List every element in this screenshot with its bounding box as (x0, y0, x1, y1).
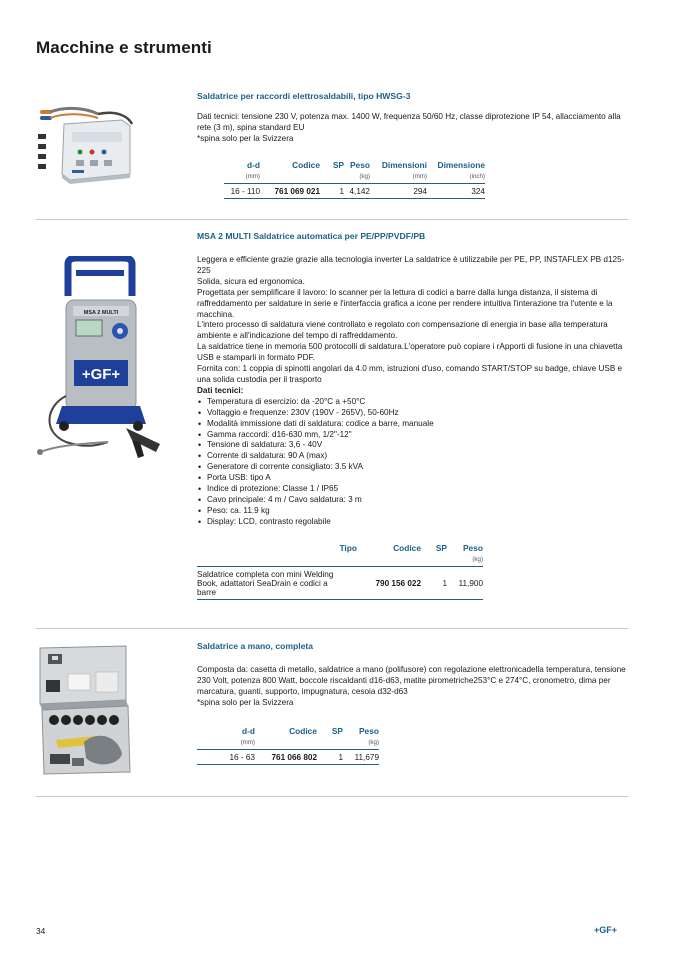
table-cell: 324 (427, 183, 485, 198)
table-row (197, 566, 483, 599)
spec-item: • Cavo principale: 4 m / Cavo saldatura: 3 m (197, 495, 628, 506)
table-cell: 11,900 (447, 566, 483, 599)
handheld-welder-case-image (36, 644, 132, 776)
table-unit (317, 738, 343, 750)
product-description: L'intero processo di saldatura viene controllato e regolato con compensazione di energia in base alla temperatura ambiente e all'indicazione del tempo di raffreddamento. (197, 320, 608, 341)
spec-item: • Display: LCD, contrasto regolabile (197, 517, 628, 528)
table-header: Codice (393, 543, 421, 554)
spec-item: • Tensione di saldatura: 3,6 - 40V (197, 440, 628, 451)
spec-item: • Temperatura di esercizio: da -20°C a +50°C (197, 397, 628, 408)
table-unit: (mm) (370, 172, 427, 184)
spec-item: • Indice di protezione: Classe 1 / IP65 (197, 484, 628, 495)
table-cell: 761 069 021 (260, 183, 320, 198)
table-cell: Saldatrice completa con mini Welding Book, adattatori SeaDrain e codici a barre (197, 566, 357, 599)
table-header: SP (435, 543, 447, 554)
spec-item: • Porta USB: tipo A (197, 473, 628, 484)
table-header: Codice (292, 160, 320, 171)
table-header: Dimensioni (381, 160, 427, 171)
table-header: d-d (241, 726, 255, 737)
table-unit (421, 555, 447, 567)
table-header: d-d (246, 160, 260, 171)
table-header: SP (331, 726, 343, 737)
table-unit: (mm) (197, 738, 255, 750)
spec-item: • Peso: ca. 11.9 kg (197, 506, 628, 517)
product-description: Solida, sicura ed ergonomica. (197, 276, 305, 286)
product-description: Fornita con: 1 coppia di spinotti angolari da 4.0 mm, istruzioni d'uso, comando START/STOP su badge, chiave USB e una solida custodia per il trasporto (197, 364, 623, 384)
table-cell: 294 (370, 183, 427, 198)
spec-item: • Voltaggio e frequenze: 230V (190V - 265V), 50-60Hz (197, 408, 628, 419)
table-cell: 11,679 (343, 749, 379, 764)
product-title: MSA 2 MULTI Saldatrice automatica per PE/PP/PVDF/PB (197, 231, 426, 241)
table-unit: (inch) (427, 172, 485, 184)
table-cell: 761 066 802 (255, 749, 317, 764)
section-divider (36, 628, 628, 629)
table-unit: (kg) (447, 555, 483, 567)
section-divider (36, 796, 628, 797)
product-description: Composta da: casetta di metallo, saldatrice a mano (polifusore) con regolazione elettronicadella temperatura, tensione 230 Volt, potenza 800 Watt, boccole riscaldanti d16-d63, matite pirometriche253°C e 274°C, cronometro, dima per marcatura, guanti, supporto, impugnatura, cesoia d32-d63 (197, 665, 626, 696)
table-header: Peso (462, 543, 483, 554)
table-unit (320, 172, 344, 184)
product-note: *spina solo per la Svizzera (197, 133, 294, 143)
product-title: Saldatrice a mano, completa (197, 641, 314, 651)
table-header: Peso (349, 160, 370, 171)
table-header: Codice (289, 726, 317, 737)
page-number: 34 (36, 926, 46, 936)
product-table (224, 159, 485, 199)
table-cell: 1 (317, 749, 343, 764)
table-row (224, 183, 485, 198)
table-header: Tipo (339, 543, 357, 554)
product-description: La saldatrice tiene in memoria 500 protocolli di saldatura.L'operatore può copiare i rApporti di fusione in una chiavetta USB e stamparli in formato PDF. (197, 342, 623, 363)
table-cell: 16 - 110 (224, 183, 260, 198)
section-divider (36, 219, 628, 220)
product-description: Dati tecnici: tensione 230 V, potenza max. 1400 W, frequenza 50/60 Hz, classe diprotezione IP 54, allacciamento alla rete (3 m), spina standard EU (197, 112, 621, 132)
table-unit: (kg) (344, 172, 370, 184)
table-cell: 790 156 022 (357, 566, 421, 599)
table-unit (357, 555, 421, 567)
table-header: SP (332, 160, 344, 171)
spec-item: • Gamma raccordi: d16-630 mm, 1/2"-12" (197, 430, 628, 441)
spec-item: • Corrente di saldatura: 90 A (max) (197, 451, 628, 462)
table-header: Peso (358, 726, 379, 737)
product-hwsg3 (36, 88, 628, 218)
specs-list (197, 397, 628, 528)
page-title: Macchine e strumenti (36, 38, 212, 57)
table-unit: (mm) (224, 172, 260, 184)
product-note: *spina solo per la Svizzera (197, 697, 294, 707)
table-cell: 1 (320, 183, 344, 198)
specs-label: Dati tecnici: (197, 385, 244, 395)
table-cell: 1 (421, 566, 447, 599)
table-unit: (kg) (343, 738, 379, 750)
product-description: Leggera e efficiente grazie grazie alla tecnologia inverter La saldatrice è utilizzabile per PE, PP, INSTAFLEX PB d125-225 (197, 255, 625, 275)
table-cell: 4,142 (344, 183, 370, 198)
table-row (197, 749, 379, 764)
product-table (197, 725, 379, 765)
table-unit (255, 738, 317, 750)
gf-footer-logo: +GF+ (594, 925, 618, 935)
hwsg3-machine-image (36, 102, 136, 188)
table-header: Dimensione (437, 160, 485, 171)
table-cell: 16 - 63 (197, 749, 255, 764)
product-msa2 (36, 228, 628, 626)
product-table (197, 542, 483, 600)
gf-logo: +GF+ (81, 366, 121, 383)
spec-item: • Generatore di corrente consigliato: 3.5 kVA (197, 462, 628, 473)
table-unit (260, 172, 320, 184)
product-title: Saldatrice per raccordi elettrosaldabili, tipo HWSG-3 (197, 91, 411, 101)
product-handheld (36, 638, 628, 794)
spec-item: • Modalità immissione dati di saldatura: codice a barre, manuale (197, 419, 628, 430)
product-description: Progettata per semplificare il lavoro: lo scanner per la lettura di codici a barre dalla lunga distanza, il sistema di raffreddamento per saldature in serie e l'interfaccia grafica a icone per rendere intuitiva l'interazione tra l'utente e la macchina. (197, 287, 613, 319)
machine-label: MSA 2 MULTI (83, 310, 119, 316)
msa2-machine-image (36, 256, 166, 466)
table-unit (197, 555, 357, 567)
